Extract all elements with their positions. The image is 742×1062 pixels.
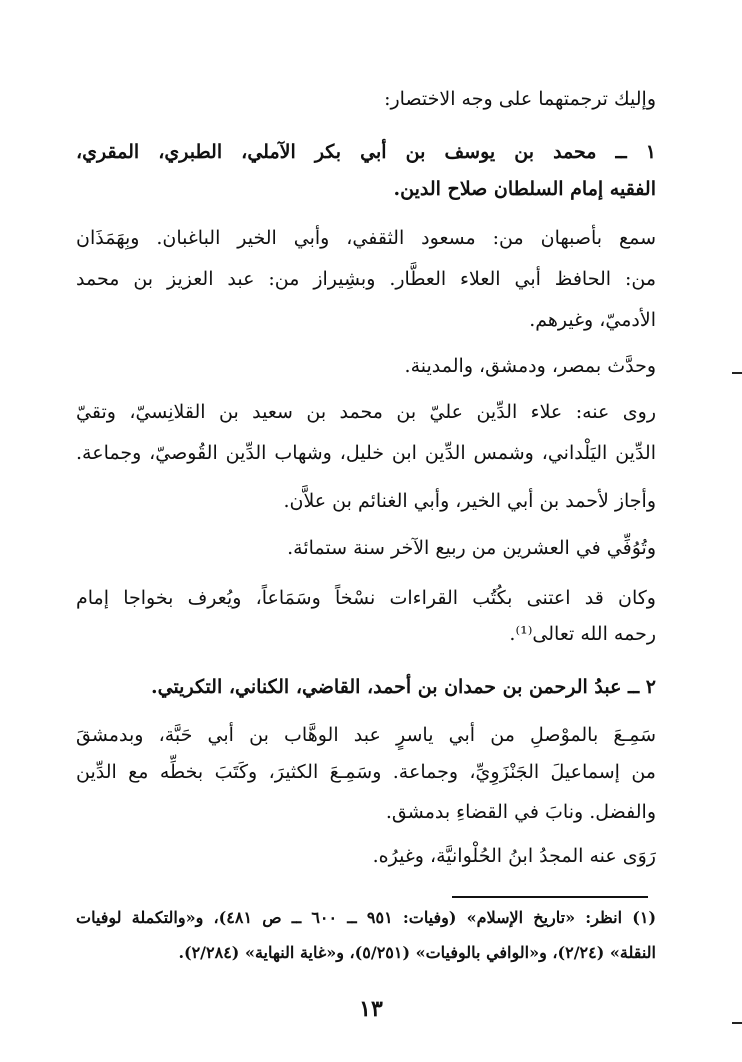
entry-1-text-line: وحدَّث بمصر، ودمشق، والمدينة.: [404, 355, 656, 377]
entry-1-text-line: وتُوُفِّي في العشرين من ربيع الآخر سنة ستمائة.: [287, 537, 656, 559]
entry-2-text-line: من إسماعيلَ الجَنْزَوِيِّ، وجماعة. وسَمِـعَ الكثيرَ، وكَتَبَ بخطِّه مع الدِّين: [76, 761, 656, 783]
footnote-line: النقلة» (٢/٢٤)، و«الوافي بالوفيات» (٥/٢٥١)، و«غاية النهاية» (٢/٢٨٤).: [178, 943, 656, 962]
footnote-separator: [452, 896, 648, 898]
footnote-line: (١) انظر: «تاريخ الإسلام» (وفيات: ٩٥١ ــ ٦٠٠ ــ ص ٤٨١)، و«والتكملة لوفيات: [76, 908, 657, 927]
entry-1-text-line: سمع بأصبهان من: مسعود الثقفي، وأبي الخير الباغبان. وبِهَمَذَان: [76, 227, 656, 249]
margin-tick-mark: [732, 372, 742, 374]
page-number: ١٣: [359, 996, 383, 1022]
entry-1-text-line: وكان قد اعتنى بكُتُب القراءات نسْخاً وسَمَاعاً، ويُعرف بخواجا إمام: [76, 587, 656, 609]
entry-1-text-line: الأدميّ، وغيرهم.: [529, 309, 656, 331]
entry-1-heading-line-2: الفقيه إمام السلطان صلاح الدين.: [393, 178, 656, 200]
entry-1-text-line: روى عنه: علاء الدِّين عليّ بن محمد بن سعيد بن القلانِسيّ، وتقيّ: [76, 401, 656, 423]
entry-2-text-line: سَمِـعَ بالموْصلِ من أبي ياسرٍ عبد الوهَّاب بن أبي حَبَّة، وبدمشقَ: [76, 724, 656, 746]
entry-2-heading: ٢ ــ عبدُ الرحمن بن حمدان بن أحمد، القاضي، الكناني، التكريتي.: [151, 676, 656, 698]
entry-1-text-line: رحمه الله تعالى⁽¹⁾.: [509, 623, 656, 645]
entry-1-heading-line-1: ١ ــ محمد بن يوسف بن أبي بكر الآملي، الطبري، المقري،: [76, 141, 656, 163]
entry-2-text-line: والفضل. ونابَ في القضاءِ بدمشق.: [385, 801, 656, 823]
entry-1-text-line: الدِّين اليَلْداني، وشمس الدِّين ابن خليل، وشهاب الدِّين القُوصيّ، وجماعة.: [76, 442, 656, 464]
entry-1-text-line: وأجاز لأحمد بن أبي الخير، وأبي الغنائم بن علاَّن.: [283, 490, 656, 512]
entry-2-text-line: رَوَى عنه المجدُ ابنُ الحُلْوانيَّة، وغيرُه.: [372, 845, 656, 867]
margin-tick-mark: [732, 1022, 742, 1024]
entry-1-text-line: من: الحافظ أبي العلاء العطَّار. وبشِيراز من: عبد العزيز بن محمد: [76, 268, 656, 290]
intro-line: وإليك ترجمتهما على وجه الاختصار:: [384, 88, 656, 110]
